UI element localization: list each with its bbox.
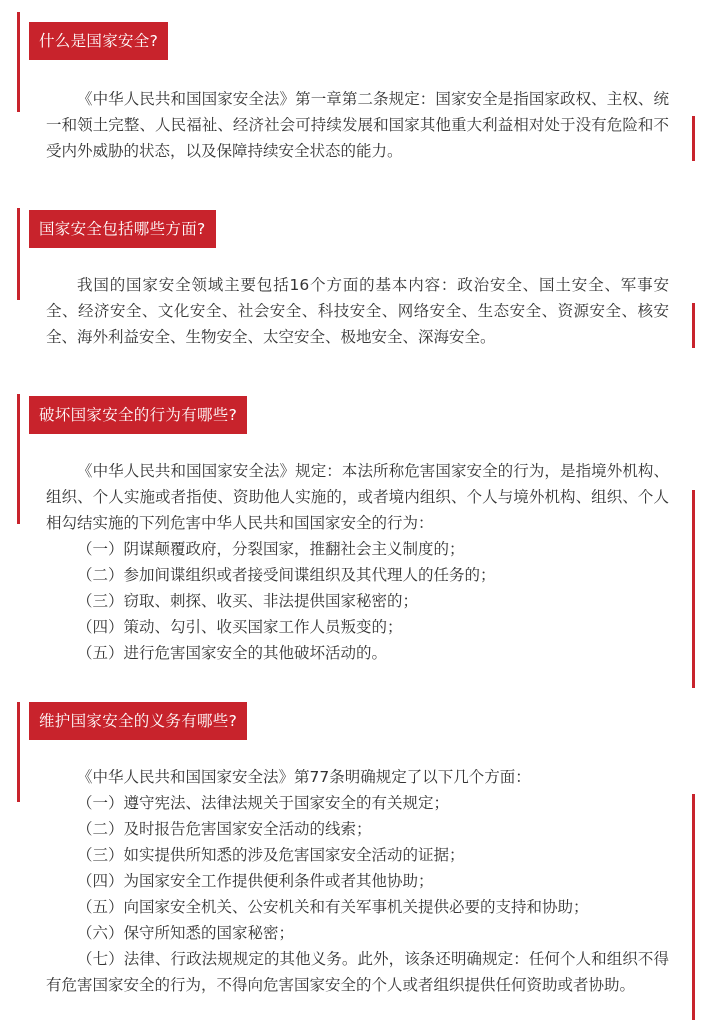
list-item: （三）如实提供所知悉的涉及危害国家安全活动的证据； bbox=[77, 846, 465, 864]
right-accent-bar bbox=[692, 303, 695, 348]
section-paragraph: 《中华人民共和国国家安全法》第一章第二条规定：国家安全是指国家政权、主权、统一和领土完整、人民福祉、经济社会可持续发展和国家其他重大利益相对处于没有危险和不受内外威胁的状态，以及保障持续安全状态的能力。 bbox=[46, 90, 669, 160]
list-item: （四）为国家安全工作提供便利条件或者其他协助； bbox=[77, 872, 434, 890]
right-accent-bar bbox=[692, 794, 695, 1020]
duties-list bbox=[46, 764, 669, 998]
left-accent-bar bbox=[17, 702, 20, 802]
list-item: （五）向国家安全机关、公安机关和有关军事机关提供必要的支持和协助； bbox=[77, 898, 589, 916]
list-item: （一）阴谋颠覆政府，分裂国家，推翻社会主义制度的； bbox=[77, 540, 465, 558]
section-paragraph: 《中华人民共和国国家安全法》规定：本法所称危害国家安全的行为，是指境外机构、组织、个人实施或者指使、资助他人实施的，或者境内组织、个人与境外机构、组织、个人相勾结实施的下列危害中华人民共和国国家安全的行为： bbox=[46, 462, 669, 532]
section-title: 维护国家安全的义务有哪些? bbox=[29, 702, 247, 740]
section-paragraph: 我国的国家安全领域主要包括16个方面的基本内容：政治安全、国土安全、军事安全、经济安全、文化安全、社会安全、科技安全、网络安全、生态安全、资源安全、核安全、海外利益安全、生物安全、太空安全、极地安全、深海安全。 bbox=[46, 276, 669, 346]
list-item: （二）参加间谍组织或者接受间谍组织及其代理人的任务的； bbox=[77, 566, 496, 584]
left-accent-bar bbox=[17, 12, 20, 112]
list-item: （一）遵守宪法、法律法规关于国家安全的有关规定； bbox=[77, 794, 450, 812]
section-title: 破坏国家安全的行为有哪些? bbox=[29, 396, 247, 434]
left-accent-bar bbox=[17, 394, 20, 524]
right-accent-bar bbox=[692, 116, 695, 161]
list-item: （六）保守所知悉的国家秘密； bbox=[77, 924, 295, 942]
section-title: 国家安全包括哪些方面? bbox=[29, 210, 216, 248]
list-item: （五）进行危害国家安全的其他破坏活动的。 bbox=[77, 644, 388, 662]
list-intro: 《中华人民共和国国家安全法》第77条明确规定了以下几个方面： bbox=[77, 768, 531, 786]
list-item: （二）及时报告危害国家安全活动的线索； bbox=[77, 820, 372, 838]
list-item: （三）窃取、刺探、收买、非法提供国家秘密的； bbox=[77, 592, 419, 610]
right-accent-bar bbox=[692, 490, 695, 688]
list-closing: （七）法律、行政法规规定的其他义务。此外，该条还明确规定：任何个人和组织不得有危害国家安全的行为，不得向危害国家安全的个人或者组织提供任何资助或者协助。 bbox=[46, 950, 669, 994]
list-item: （四）策动、勾引、收买国家工作人员叛变的； bbox=[77, 618, 403, 636]
section-title: 什么是国家安全? bbox=[29, 22, 168, 60]
harmful-acts-list bbox=[46, 536, 669, 666]
left-accent-bar bbox=[17, 208, 20, 300]
